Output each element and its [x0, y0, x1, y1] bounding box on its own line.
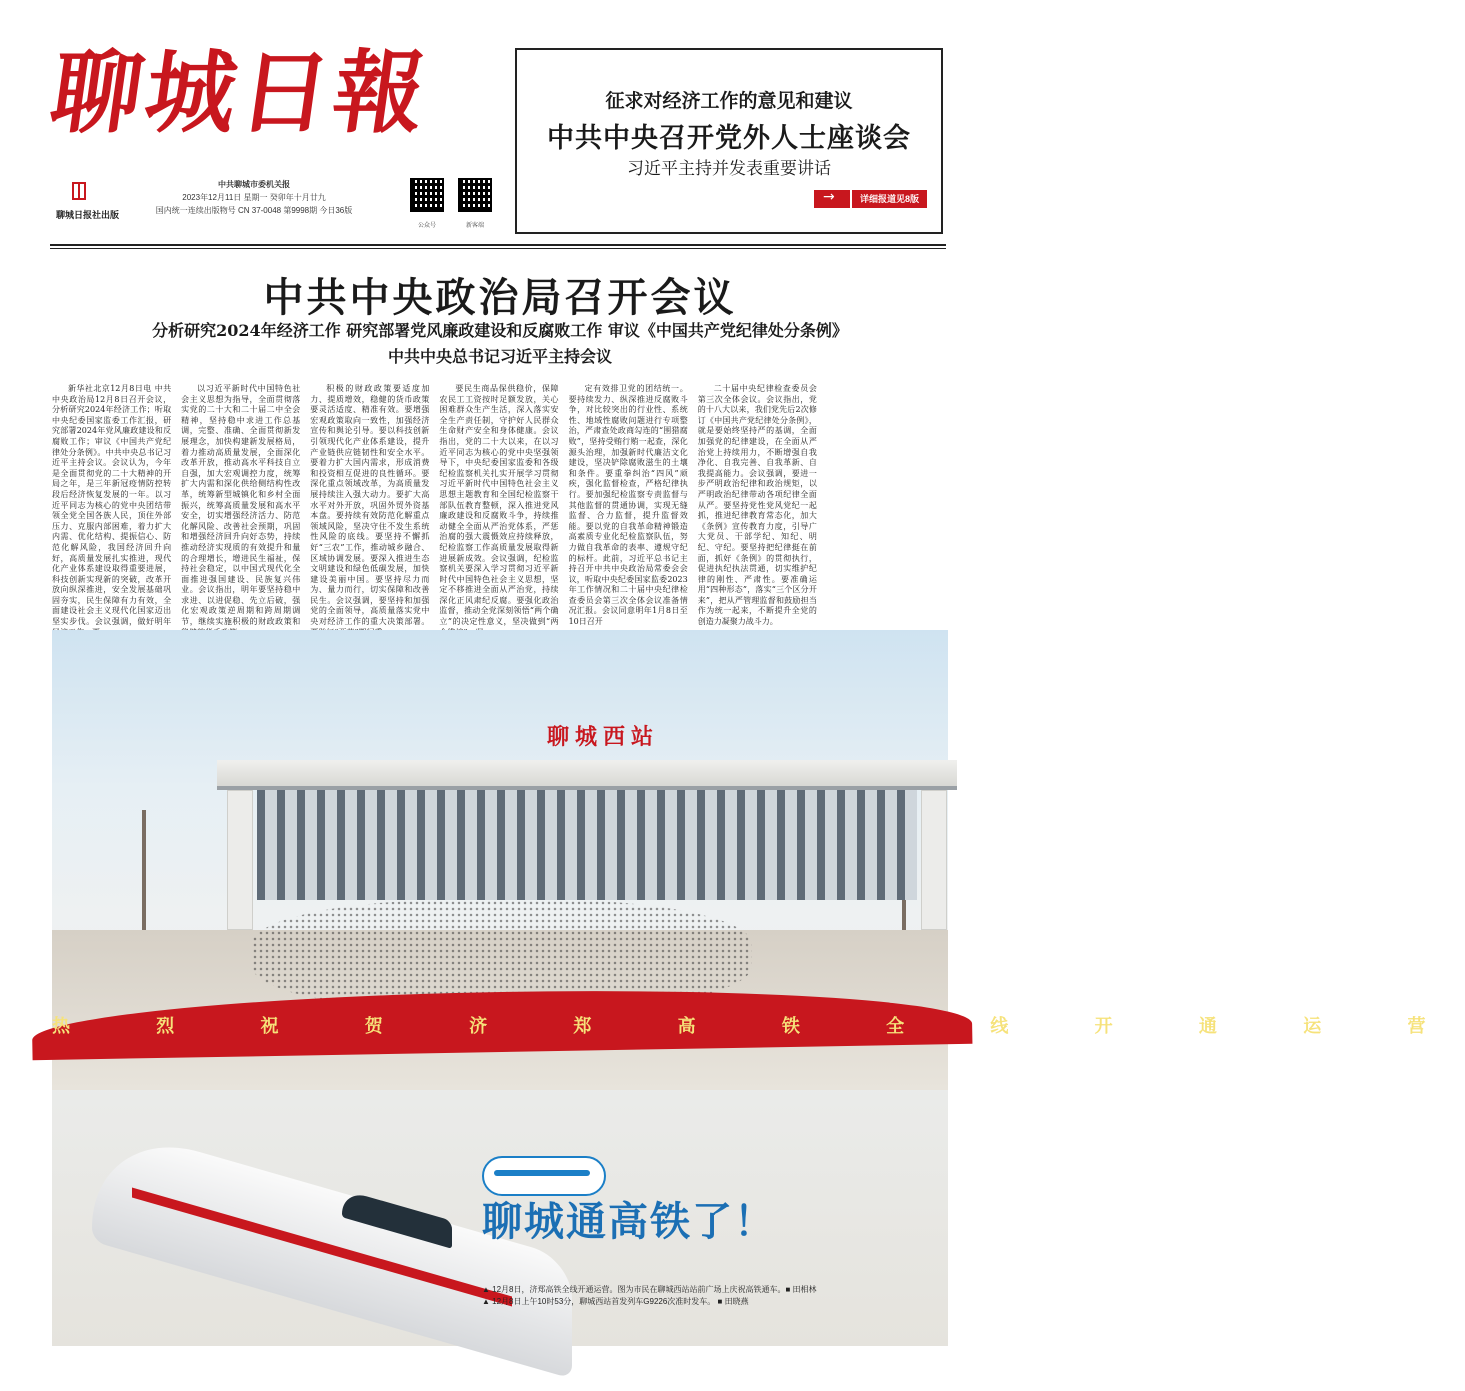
publisher: 中共聊城市委机关报: [218, 180, 290, 189]
article-column: [569, 384, 688, 638]
lamp-post: [142, 810, 146, 930]
station-roof: [217, 760, 957, 790]
divider: [50, 244, 946, 246]
promo-link-label: 详细报道见8版: [852, 190, 927, 208]
celebration-banner: [52, 992, 1465, 1052]
qr-label: 新客端: [466, 223, 485, 229]
article-subhead: 中共中央总书记习近平主持会议: [387, 347, 612, 366]
caption-line: ▲ 12月8日上午10时53分，聊城西站首发列车G9226次准时发车。 ■ 田晓燕: [482, 1297, 749, 1306]
photo-slogan: 聊城通高铁了！: [482, 1199, 776, 1245]
masthead-logo: 聊城日報: [44, 40, 436, 146]
banner-text: 热 烈 祝 贺 济 郑 高 铁 全 线 开 通 运 营: [52, 1016, 1465, 1037]
paragraph: 积极的财政政策要适度加力、提质增效，稳健的货币政策要灵活适度、精准有效。要增强宏观政策取向一致性，加强经济宣传和舆论引导。要以科技创新引领现代化产业体系建设，提升产业链供应链韧性和安全水平。要着力扩大国内需求，形成消费和投资相互促进的良性循环。要深化重点领域改革，为高质量发展持续注入强大动力。要扩大高水平对外开放，巩固外贸外资基本盘。要持续有效防范化解重点领域风险，坚决守住不发生系统性风险的底线。要坚持不懈抓好“三农”工作，推动城乡融合、区域协调发展。要深入推进生态文明建设和绿色低碳发展，加快建设美丽中国。要坚持尽力而为、量力而行，切实保障和改善民生。会议强调，要坚持和加强党的全面领导，高质量落实党中央对经济工作的重大决策部署。: [310, 384, 430, 627]
divider: [50, 248, 946, 249]
qr-code-icon[interactable]: [458, 178, 492, 212]
edition-bar: [52, 178, 502, 238]
station-pillar: [921, 790, 947, 930]
article-column: [310, 384, 429, 638]
qr-code-icon[interactable]: [410, 178, 444, 212]
station-facade: [257, 790, 917, 900]
article-column: [439, 384, 558, 638]
article-column: [52, 384, 171, 638]
issue-meta: [144, 178, 364, 217]
qr-label: 公众号: [418, 223, 437, 229]
paragraph: 以习近平新时代中国特色社会主义思想为指导，全面贯彻落实党的二十大和二十届二中全会精神，坚持稳中求进工作总基调，完整、准确、全面贯彻新发展理念，加快构建新发展格局，着力推动高质量发展，全面深化改革开放，推动高水平科技自立自强，加大宏观调控力度，统筹扩大内需和深化供给侧结构性改革，统筹新型城镇化和乡村全面振兴，统筹高质量发展和高水平安全，切实增强经济活力、防范化解风险、改善社会预期，巩固和增强经济回升向好态势，持续推动经济实现质的有效提升和量的合理增长，增进民生福祉，保持社会稳定，以中国式现代化全面推进强国建设、民族复兴伟业。会议指出，明年要坚持稳中求进、以进促稳、先立后破，强化宏观政策逆周期和跨周期调节，继续实施积极的财政政策和: [181, 384, 301, 627]
promo-box[interactable]: [515, 48, 943, 234]
serial-line: 国内统一连续出版物号 CN 37-0048 第9998期 今日36版: [155, 206, 353, 215]
promo-link[interactable]: [814, 190, 927, 208]
paragraph: 二十届中央纪律检查委员会第三次全体会议。会议指出，党的十八大以来，我们党先后2次修订《中国共产党纪律处分条例》，就是要始终坚持严的基调，全面加强党的纪律建设，在全面从严治党上持续用力，不断增强自我净化、自我完善、自我革新、自我提高能力。会议强调，要进一步严明政治纪律和政治规矩，以严明政治纪律带动各项纪律全面从严。要坚持党性党风党纪一起抓，推进纪律教育常态化，加大《条例》宣传教育力度，引导广大党员、干部学纪、知纪、明纪、守纪。要坚持把纪律挺在前面，抓好《条例》的贯彻执行，促进执纪执法贯通，切实维护纪律的刚性、严肃性。要准确运用“四种形态”，落实“三个区分开来”，把从严管理监督和鼓励担当作为统一起来，不断提升全党的创造力凝聚力战斗力。: [697, 384, 817, 627]
caption-line: ▲ 12月8日，济郑高铁全线开通运营。图为市民在聊城西站站前广场上庆祝高铁通车。■ 田相林: [482, 1285, 817, 1294]
book-icon: [72, 182, 86, 200]
promo-kicker: 征求对经济工作的意见和建议: [605, 90, 853, 112]
paragraph: 新华社北京12月8日电 中共中央政治局12月8日召开会议，分析研究2024年经济工作；听取中央纪委国家监委工作汇报，研究部署2024年党风廉政建设和反腐败工作；审议《中国共产党纪律处分条例》。中共中央总书记习近平主持会议。会议认为，今年是全面贯彻党的二十大精神的开局之年，是三年新冠疫情防控转段后经济恢复发展的一年。以习近平同志为核心的党中央团结带领全党全国各族人民，顶住外部压力、克服内部困难，着力扩大内需、优化结构、提振信心、防范化解风险，我国经济回升向好，高质量发展扎实推进，现代化产业体系建设取得重要进展，科技创新实现新的突破，改革开放向纵深推进，安全发展基础巩固夯实，民生保障有力有效，全面建设社会主义现代化国家迈出坚实步伐。会议强调，做好明年: [52, 384, 172, 627]
station-pillar: [227, 790, 253, 930]
paragraph: 要民生商品保供稳价，保障农民工工资按时足额发放，关心困难群众生产生活，深入落实安全生产责任制，守护好人民群众生命财产安全和身体健康。会议指出，党的二十大以来，在以习近平同志为核心的党中央坚强领导下，中央纪委国家监委和各级纪检监察机关扎实开展学习贯彻习近平新时代中国特色社会主义思想主题教育和全国纪检监察干部队伍教育整顿，深入推进党风廉政建设和反腐败斗争，持续推动健全全面从严治党体系，严惩治腐的强大震慑效应持续释放，纪检监察工作高质量发展取得新进展新成效。会议强调，纪检监察机关要深入学习贯彻习近平新时代中国特色社会主义思想，坚定不移推进全面从严治党，持续深化正风肃纪反腐。要强化政治监督，推动全党深刻领悟“两个确立”的决定性意义，坚决做到“两: [439, 384, 559, 627]
article-column: [698, 384, 817, 638]
article-subhead: 分析研究2024年经济工作 研究部署党风廉政建设和反腐败工作 审议《中国共产党纪律处分条例》: [152, 321, 848, 340]
article-column: [181, 384, 300, 638]
paragraph: 定有效排卫党的团结统一。要持续发力、纵深推进反腐败斗争，对比较突出的行业性、系统性、地域性腐败问题进行专项整治，严肃查处政商勾连的“围猎腐败”，坚持受贿行贿一起查，深化源头治理，加强新时代廉洁文化建设，坚决铲除腐败滋生的土壤和条件。要重拳纠治“四风”顽疾，强化监督检查，严格纪律执行。要加强纪检监察专责监督与其他监督的贯通协调，实现无缝监督、合力监督，提升监督效能。要以党的自我革命精神锻造高素质专业化纪检监察队伍，努力做自我革命的表率、遵规守纪的标杆。此前，习近平总书记主持召开中共中央政治局常委会会议，听取中央纪委国家监委2023年工作情况和二十届中央纪律检查委员会第三次全体会议准备情况汇报。会议同意明年1月8日至10日召开: [568, 384, 688, 627]
promo-subline: 习近平主持并发表重要讲话: [627, 159, 831, 179]
article-body: [52, 384, 946, 627]
photo-caption: [482, 1284, 817, 1308]
article-headline[interactable]: 中共中央政治局召开会议: [263, 274, 737, 321]
edition-label: 聊城日报社出版: [56, 210, 120, 220]
arrow-right-icon: [814, 190, 850, 208]
promo-headline: 中共中央召开党外人士座谈会: [547, 123, 911, 154]
date-line: 2023年12月11日 星期一 癸卯年十月廿九: [182, 193, 326, 202]
station-name: 聊城西站: [547, 724, 660, 750]
news-photo[interactable]: [52, 630, 1465, 1346]
